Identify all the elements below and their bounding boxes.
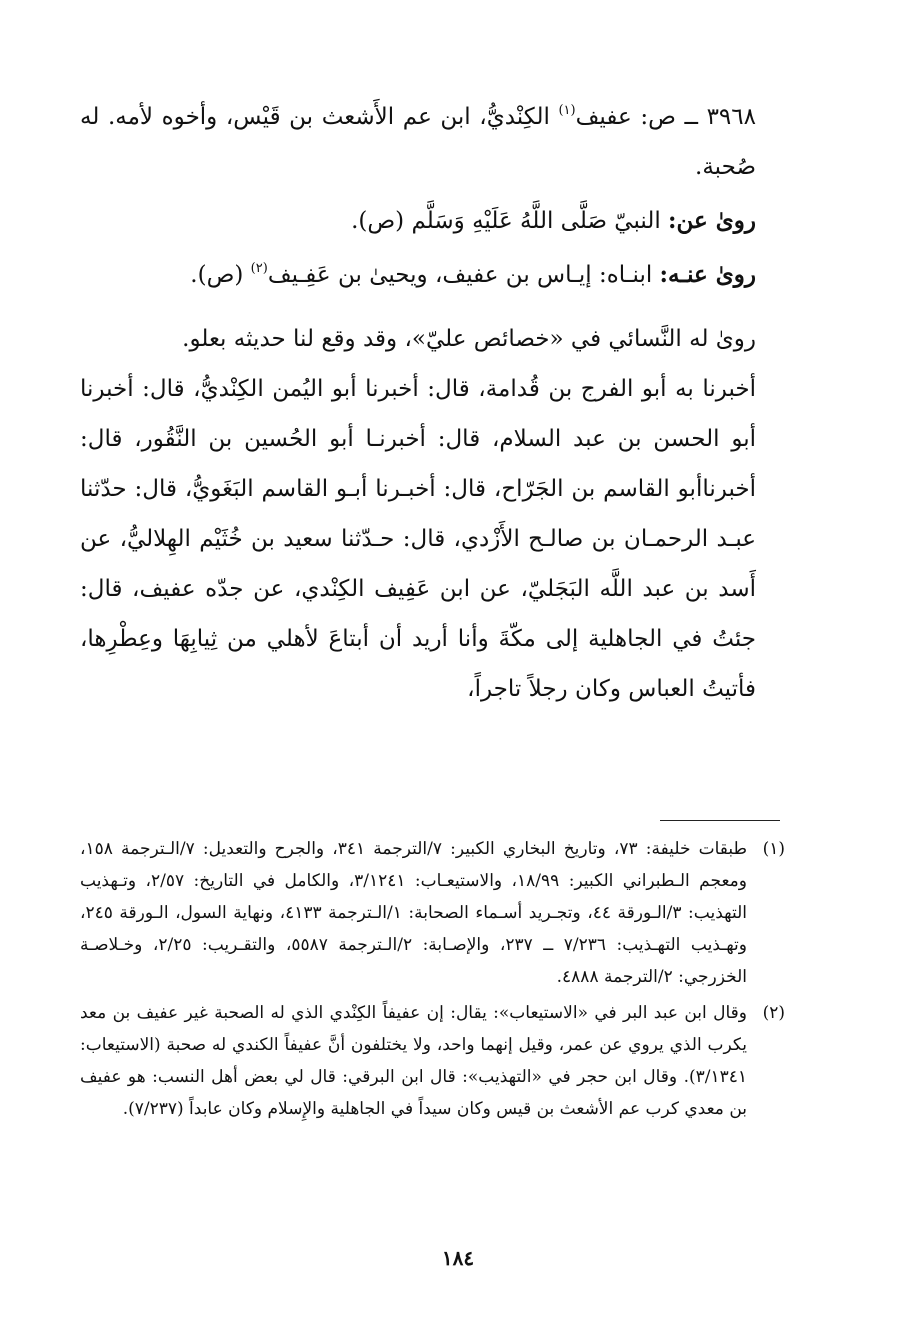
narrated-by — [80, 250, 780, 300]
entry-line1-rest: الكِنْديُّ، ابن عم الأَشعث بن قَيْس، وأخوه لأمه. له صُحبة. — [80, 104, 756, 180]
main-text — [80, 92, 780, 714]
footnote-1 — [80, 833, 785, 993]
narrated-from — [80, 196, 780, 246]
footnote-2 — [80, 997, 785, 1125]
page-number: ١٨٤ — [441, 1246, 475, 1270]
isnad-paragraph: أخبرنا به أبو الفرج بن قُدامة، قال: أخبرنا أبو اليُمن الكِنْديُّ، قال: أخبرنا أبو الحسن بن عبد السلام، قال: أخبرنـا أبو الحُسين بن النَّقُور، قال: أخبرناأبو القاسم بن الجَرّاح، قال: أخبـرنا أبـو القاسم البَغَويُّ، قال: حدّثنا عبـد الرحمـان بن صالـح الأَزْدي، قال: حـدّثنا سعيد بن خُثَيْم الهِلاليُّ، عن أَسد بن عبد اللَّه البَجَليّ، عن ابن عَفِيف الكِنْدي، عن جدّه عفيف، قال: جئتُ في الجاهلية إلى مكّةَ وأنا أريد أن أبتاعَ لأهلي من ثِيابِهَا وعِطْرِها، فأتيتُ العباس وكان رجلاً تاجراً، — [80, 376, 756, 702]
narrated-by-text: ابنـاه: إيـاس بن عفيف، ويحيىٰ بن عَفِـيف — [267, 262, 660, 288]
nasai-paragraph: روىٰ له النَّسائي في «خصائص عليّ»، وقد وقع لنا حديثه بعلو. — [182, 326, 756, 352]
footnote-marker-2: (٢) — [250, 261, 268, 276]
footnote-separator — [660, 820, 780, 821]
footnotes — [80, 833, 785, 1125]
narrated-from-text: النبيّ صَلَّى اللَّهُ عَلَيْهِ وَسَلَّم (ص). — [351, 208, 669, 234]
footnote-number: (٢) — [762, 1003, 785, 1023]
entry-heading — [80, 92, 780, 192]
footnote-text: وقال ابن عبد البر في «الاستيعاب»: يقال: إن عفيفاً الكِنْدي الذي له الصحبة غير عفيف بن معد يكرب الذي يروي عن عمر، وقيل إنهما واحد، ولا يختلفون أنَّ عفيفاً الكندي له صحبة (الاستيعاب: ٣/١٣٤١). وقال ابن حجر في «التهذيب»: قال ابن البرقي: قال لي بعض أهل النسب: هو عفيف بن معدي كرب عم الأشعث بن قيس وكان سيداً في الجاهلية والإِسلام وكان عابداً (٧/٢٣٧). — [80, 1003, 747, 1119]
footnote-marker-1: (١) — [558, 103, 576, 118]
narrated-from-label: روىٰ عن: — [668, 207, 756, 234]
footnote-text: طبقات خليفة: ٧٣، وتاريخ البخاري الكبير: ٧/الترجمة ٣٤١، والجرح والتعديل: ٧/الـترجمة ١٥٨، ومعجم الـطبراني الكبير: ١٨/٩٩، والاستيعـاب: ٣/١٢٤١، والكامل في التاريخ: ٢/٥٧، وتـهذيب التهذيب: ٣/الـورقة ٤٤، وتجـريد أسـماء الصحابة: ١/الـترجمة ٤١٣٣، ونهاية السول، الـورقة ٢٤٥، وتهـذيب التهـذيب: ٧/٢٣٦ ــ ٢٣٧، والإصـابة: ٢/الـترجمة ٥٥٨٧، والتقـريب: ٢/٢٥، وخـلاصـة الخزرجي: ٢/الترجمة ٤٨٨٨. — [80, 839, 748, 987]
narrated-by-label: روىٰ عنـه: — [659, 261, 756, 288]
footnote-number: (١) — [762, 839, 785, 859]
entry-line1: ٣٩٦٨ ــ ص: عفيف — [575, 104, 756, 130]
narrated-by-end: (ص). — [190, 262, 251, 288]
